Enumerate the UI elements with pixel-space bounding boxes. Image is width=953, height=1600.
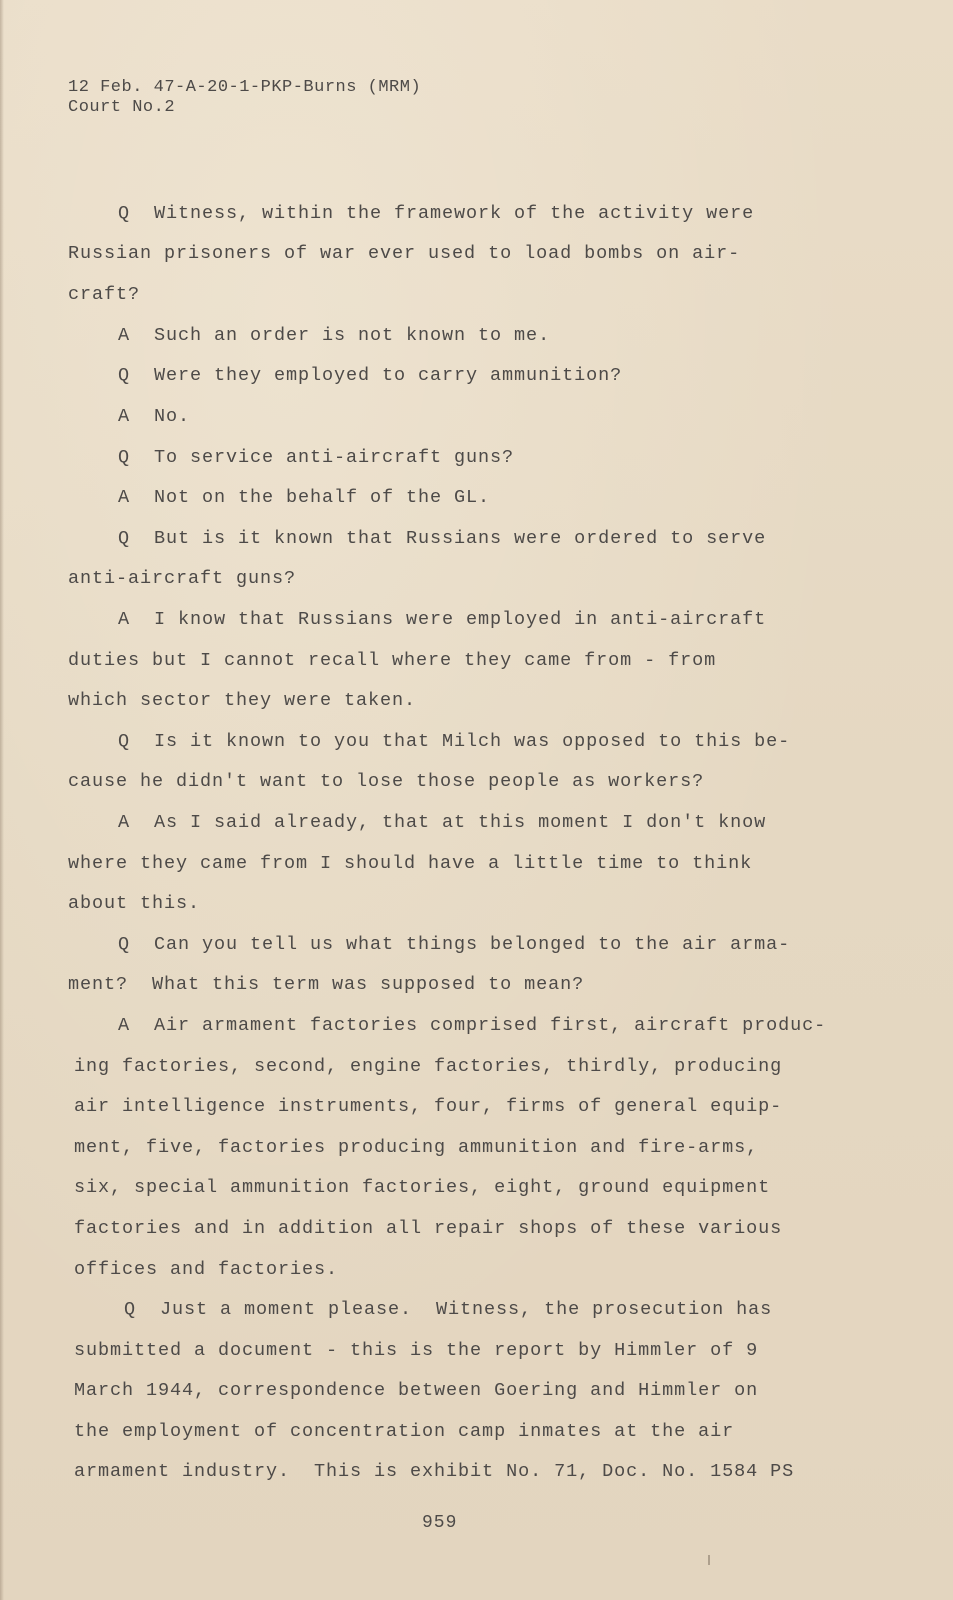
transcript-line: submitted a document - this is the report by Himmler of 9 [74,1340,759,1361]
transcript-line: Q Witness, within the framework of the activity were [118,203,755,224]
transcript-line: offices and factories. [74,1259,339,1280]
transcript-line: Q Just a moment please. Witness, the prosecution has [124,1299,773,1320]
transcript-line: Q To service anti-aircraft guns? [118,447,515,468]
transcript-line: ment? What this term was supposed to mean? [68,974,585,995]
transcript-line: armament industry. This is exhibit No. 71, Doc. No. 1584 PS [74,1461,795,1482]
transcript-line: about this. [68,893,201,914]
transcript-line: air intelligence instruments, four, firms of general equip- [74,1096,783,1117]
transcript-line: A No. [118,406,191,427]
transcript-line: Russian prisoners of war ever used to load bombs on air- [68,243,741,264]
transcript-line: factories and in addition all repair shops of these various [74,1218,783,1239]
document-header [68,78,421,118]
transcript-line: A As I said already, that at this moment I don't know [118,812,767,833]
transcript-line: the employment of concentration camp inmates at the air [74,1421,735,1442]
transcript-line: duties but I cannot recall where they came from - from [68,650,717,671]
transcript-line: where they came from I should have a little time to think [68,853,753,874]
transcript-line: A Air armament factories comprised first, aircraft produc- [118,1015,827,1036]
transcript-line: Q But is it known that Russians were ordered to serve [118,528,767,549]
header-case-line: 12 Feb. 47-A-20-1-PKP-Burns (MRM) [68,78,422,97]
transcript-line: A I know that Russians were employed in anti-aircraft [118,609,767,630]
transcript-line: ment, five, factories producing ammunition and fire-arms, [74,1137,759,1158]
transcript-line: March 1944, correspondence between Goering and Himmler on [74,1380,759,1401]
transcript-line: A Such an order is not known to me. [118,325,551,346]
header-court-line: Court No.2 [68,98,176,117]
page-number: 959 [422,1513,458,1533]
transcript-line: ing factories, second, engine factories, thirdly, producing [74,1056,783,1077]
transcript-line: A Not on the behalf of the GL. [118,487,491,508]
paper-edge-shadow [0,0,4,1600]
transcript-line: cause he didn't want to lose those people as workers? [68,771,705,792]
transcript-line: Q Is it known to you that Milch was opposed to this be- [118,731,791,752]
transcript-line: which sector they were taken. [68,690,417,711]
transcript-line: six, special ammunition factories, eight, ground equipment [74,1177,771,1198]
transcript-line: anti-aircraft guns? [68,568,297,589]
transcript-line: Q Can you tell us what things belonged to the air arma- [118,934,791,955]
transcript-line: craft? [68,284,141,305]
transcript-line: Q Were they employed to carry ammunition? [118,365,623,386]
paper-speck [708,1555,710,1565]
